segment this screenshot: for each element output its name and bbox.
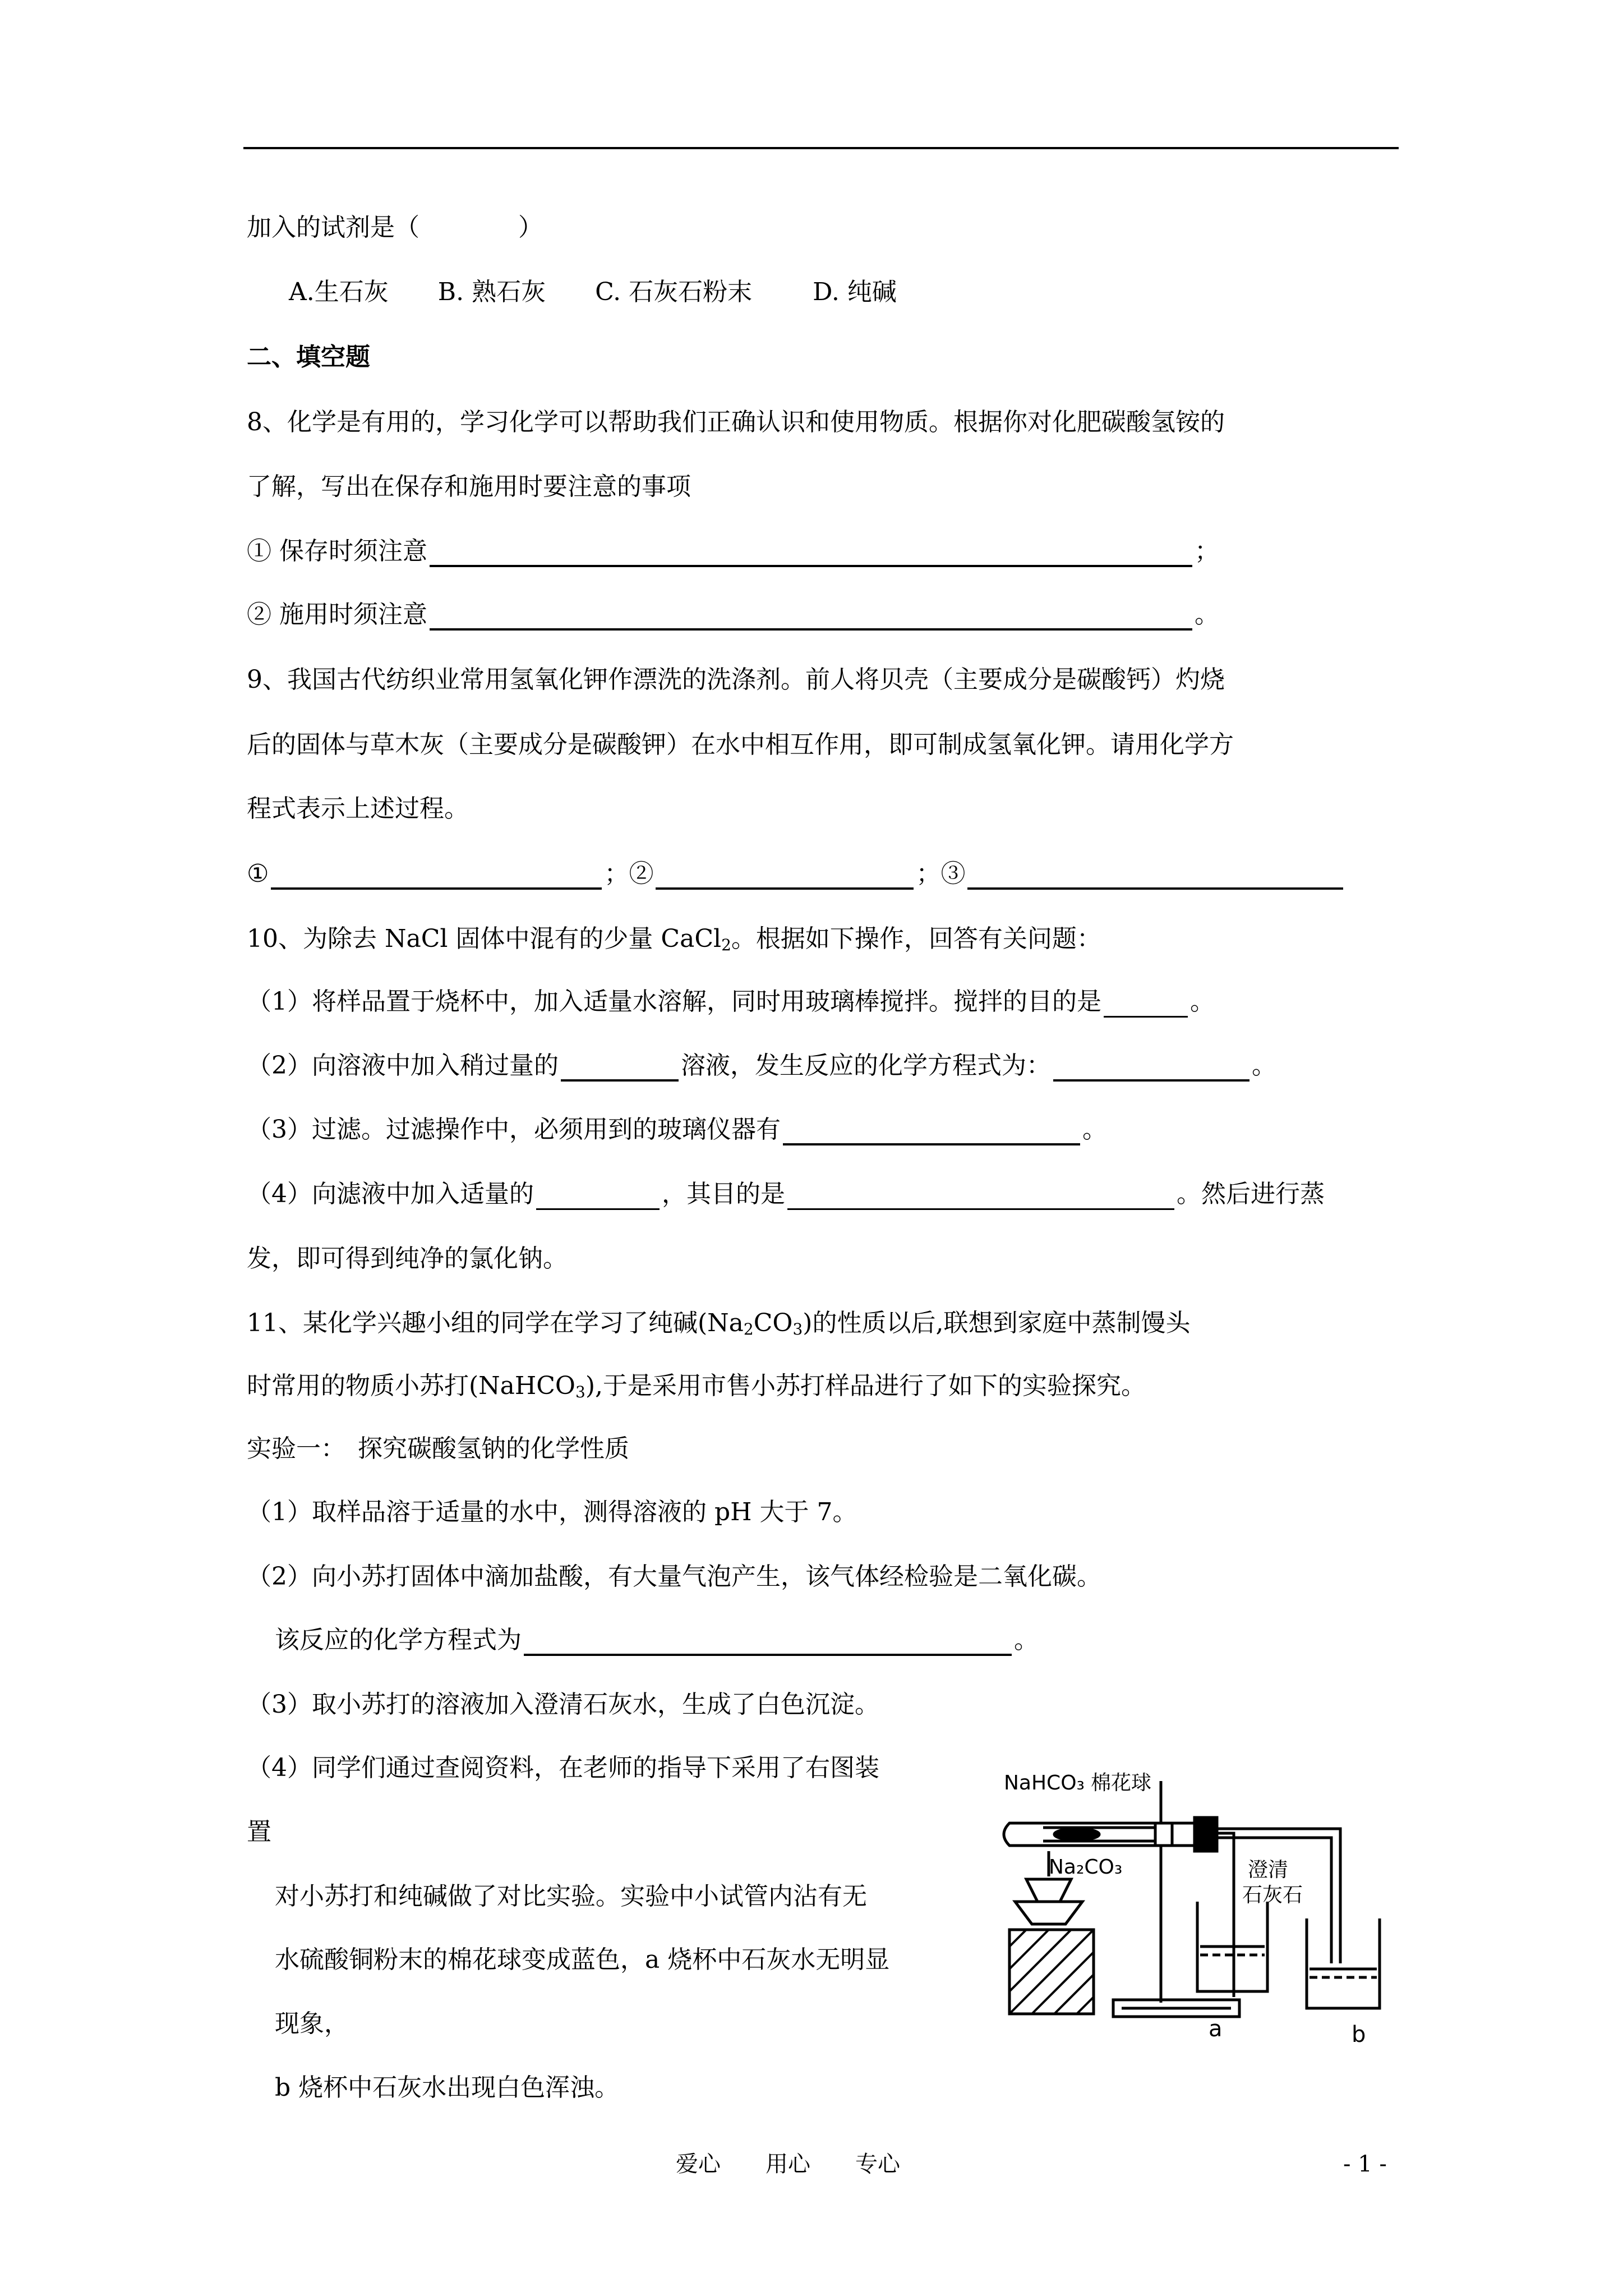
q11-step2: （2）向小苏打固体中滴加盐酸，有大量气泡产生，该气体经检验是二氧化碳。 xyxy=(247,1562,1101,1591)
q8-line2: 了解，写出在保存和施用时要注意的事项 xyxy=(247,472,691,501)
label-limestone: 石灰石 xyxy=(1242,1884,1303,1907)
footer-page-number: - 1 - xyxy=(1343,2151,1387,2177)
alcohol-lamp xyxy=(1015,1902,1082,1924)
section-title: 二、填空题 xyxy=(247,343,370,371)
q11-step4-l3: 对小苏打和纯碱做了对比实验。实验中小试管内沾有无 xyxy=(275,1882,867,1911)
q11-l1-sub1: 2 xyxy=(743,1320,754,1338)
q11-l2-b: ),于是采用市售小苏打样品进行了如下的实验探究。 xyxy=(585,1372,1146,1400)
q11-step4-l5: 现象， xyxy=(275,2009,349,2038)
q10-step4-blank-2[interactable] xyxy=(787,1182,1174,1210)
q10-step2-mid: 溶液，发生反应的化学方程式为： xyxy=(681,1051,1051,1080)
q10-step4-mid: ，其目的是 xyxy=(662,1180,785,1208)
label-beaker-b: b xyxy=(1352,2022,1366,2047)
q10-step1-blank[interactable] xyxy=(1104,990,1188,1018)
label-beaker-a: a xyxy=(1209,2016,1223,2042)
beaker-b xyxy=(1307,1918,1380,2008)
q10-step4-blank-1[interactable] xyxy=(536,1182,660,1210)
q10-intro-b: 。根据如下操作，回答有关问题： xyxy=(731,924,1101,953)
q9-line1: 9、我国古代纺织业常用氢氧化钾作漂洗的洗涤剂。前人将贝壳（主要成分是碳酸钙）灼烧 xyxy=(247,665,1225,694)
q10-step2 xyxy=(247,1050,1276,1082)
q11-step1: （1）取样品溶于适量的水中，测得溶液的 pH 大于 7。 xyxy=(247,1498,857,1526)
q9-line3: 程式表示上述过程。 xyxy=(247,794,469,823)
q9-line2: 后的固体与草木灰（主要成分是碳酸钾）在水中相互作用，即可制成氢氧化钾。请用化学方 xyxy=(247,730,1234,759)
q11-step2-eq-end: 。 xyxy=(1014,1626,1039,1654)
q11-step2-eq-label: 该反应的化学方程式为 xyxy=(275,1626,522,1654)
q8-item2-end: 。 xyxy=(1195,600,1219,629)
cotton-ball xyxy=(1054,1829,1099,1840)
q11-step4-l2: 置 xyxy=(247,1818,271,1846)
q7-stem-tail: 加入的试剂是（ ） xyxy=(247,213,543,242)
q8-item2-label: ② 施用时须注意 xyxy=(247,600,427,629)
q8-item2-blank[interactable] xyxy=(430,602,1192,631)
q7-option-d: D. 纯碱 xyxy=(813,278,897,306)
q8-line1: 8、化学是有用的，学习化学可以帮助我们正确认识和使用物质。根据你对化肥碳酸氢铵的 xyxy=(247,408,1225,436)
q9-blank-3[interactable] xyxy=(967,862,1343,890)
q9-blank-1[interactable] xyxy=(271,862,602,890)
q11-step2-eq-blank[interactable] xyxy=(524,1628,1012,1656)
q10-intro-a: 10、为除去 NaCl 固体中混有的少量 CaCl xyxy=(247,924,722,953)
q7-option-c: C. 石灰石粉末 xyxy=(595,278,753,306)
q10-step2-blank-2[interactable] xyxy=(1053,1053,1249,1082)
q10-step3-text: （3）过滤。过滤操作中，必须用到的玻璃仪器有 xyxy=(247,1115,781,1144)
apparatus-diagram xyxy=(993,1761,1385,2047)
q8-item1-blank[interactable] xyxy=(430,539,1192,567)
q10-step2-end: 。 xyxy=(1252,1051,1276,1080)
q7-option-b: B. 熟石灰 xyxy=(437,278,546,306)
q11-l1-a: 11、某化学兴趣小组的同学在学习了纯碱(Na xyxy=(247,1309,744,1337)
q11-step2-eq xyxy=(275,1625,1039,1656)
footer-center: 爱心 用心 专心 xyxy=(676,2151,900,2177)
q10-step1-end: 。 xyxy=(1190,987,1215,1016)
q11-l1-b: CO xyxy=(753,1309,793,1337)
q8-item2 xyxy=(247,599,1219,631)
q9-marker-2: ；② xyxy=(604,859,654,888)
q10-step2-text: （2）向溶液中加入稍过量的 xyxy=(247,1051,559,1080)
q11-exp1-title: 实验一： 探究碳酸氢钠的化学性质 xyxy=(247,1434,629,1463)
q7-option-a: A.生石灰 xyxy=(289,278,389,306)
q10-intro-sub: 2 xyxy=(721,936,731,954)
q11-l1-sub2: 3 xyxy=(792,1320,803,1338)
q9-marker-1: ① xyxy=(247,859,269,888)
q10-step4-end: 。然后进行蒸 xyxy=(1177,1180,1325,1208)
label-cotton: 棉花球 xyxy=(1091,1772,1152,1795)
q10-intro xyxy=(247,923,1101,961)
q10-step4-text: （4）向滤液中加入适量的 xyxy=(247,1180,534,1208)
q9-marker-3: ；③ xyxy=(916,859,966,888)
q10-step1-text: （1）将样品置于烧杯中，加入适量水溶解，同时用玻璃棒搅拌。搅拌的目的是 xyxy=(247,987,1101,1016)
q11-l1-c: )的性质以后,联想到家庭中蒸制馒头 xyxy=(803,1309,1191,1337)
q10-step3-blank[interactable] xyxy=(783,1117,1080,1145)
q11-step4-l1: （4）同学们通过查阅资料，在老师的指导下采用了右图装 xyxy=(247,1754,879,1782)
q8-item1-end: ； xyxy=(1195,537,1219,565)
q11-l2-a: 时常用的物质小苏打(NaHCO xyxy=(247,1372,576,1400)
q10-step4-line2: 发，即可得到纯净的氯化钠。 xyxy=(247,1244,568,1273)
q10-step2-blank-1[interactable] xyxy=(561,1053,679,1082)
q11-l2-sub: 3 xyxy=(575,1383,585,1401)
q11-step4-l6: b 烧杯中石灰水出现白色浑浊。 xyxy=(275,2073,620,2102)
q11-step3: （3）取小苏打的溶液加入澄清石灰水，生成了白色沉淀。 xyxy=(247,1690,879,1719)
q11-line2 xyxy=(247,1370,1146,1408)
label-na2co3: Na₂CO₃ xyxy=(1049,1856,1123,1879)
q10-step3-end: 。 xyxy=(1082,1115,1107,1144)
q11-step4-l4: 水硫酸铜粉末的棉花球变成蓝色，a 烧杯中石灰水无明显 xyxy=(275,1945,890,1974)
q8-item1 xyxy=(247,536,1219,567)
label-clear: 澄清 xyxy=(1248,1858,1289,1881)
q10-step1 xyxy=(247,986,1215,1018)
q7-options xyxy=(289,277,897,308)
burner-flame xyxy=(1026,1879,1071,1902)
header-rule xyxy=(243,147,1399,149)
q9-blank-2[interactable] xyxy=(656,862,914,890)
label-nahco3: NaHCO₃ xyxy=(1004,1772,1085,1795)
q11-line1 xyxy=(247,1308,1190,1345)
q9-blanks xyxy=(247,858,1345,890)
q10-step3 xyxy=(247,1114,1107,1145)
q10-step4 xyxy=(247,1179,1325,1210)
delivery-tube-a xyxy=(1206,1833,1234,1997)
q8-item1-label: ① 保存时须注意 xyxy=(247,537,427,565)
